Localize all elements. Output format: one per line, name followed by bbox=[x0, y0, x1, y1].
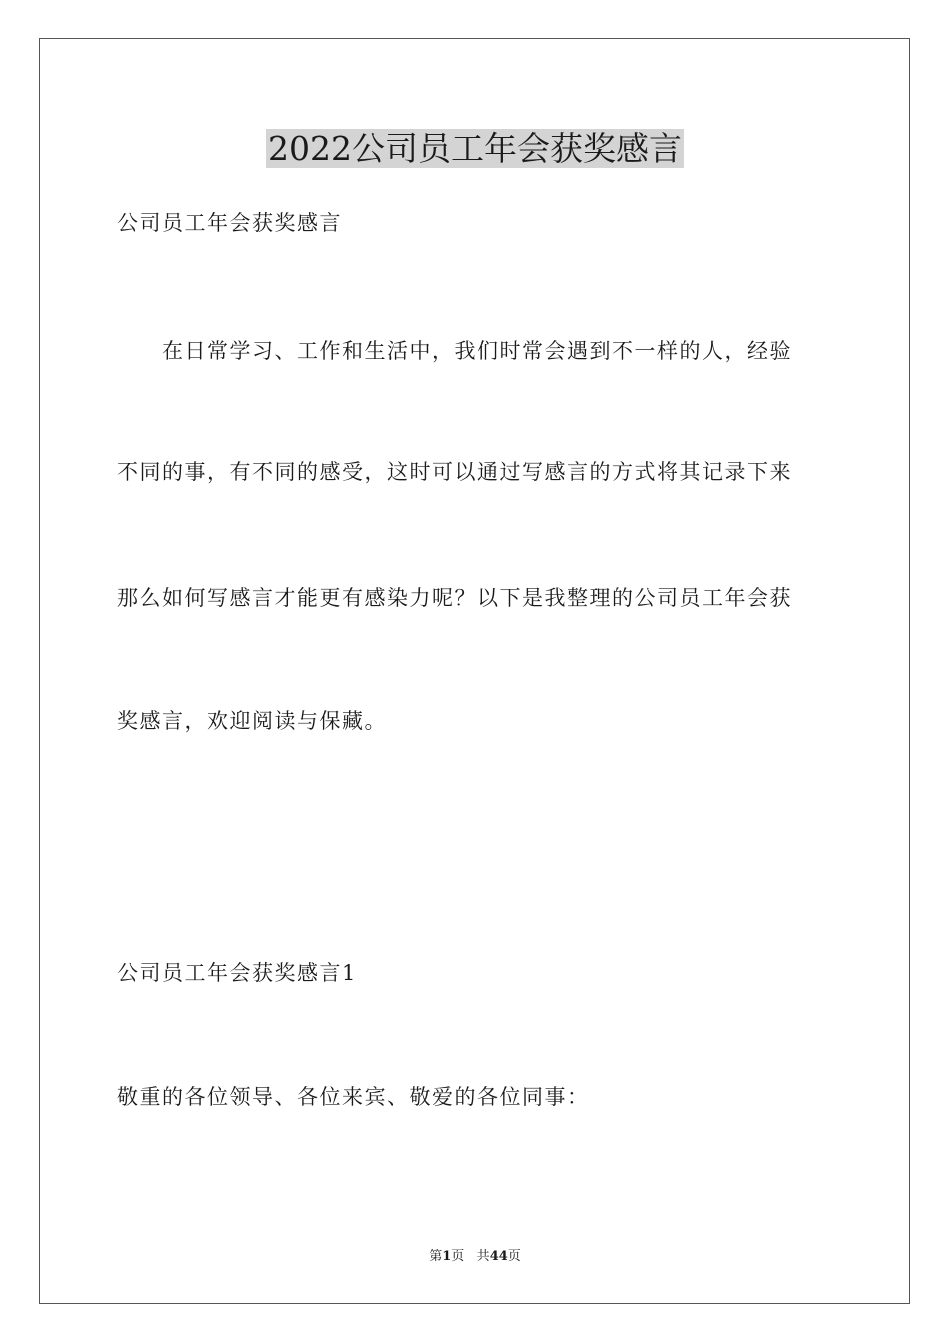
footer-total-pages: 44 bbox=[489, 1249, 508, 1264]
intro-line-4: 奖感言，欢迎阅读与保藏。 bbox=[117, 709, 387, 733]
footer-total-suffix: 页 bbox=[507, 1249, 521, 1264]
footer-page-number: 1 bbox=[442, 1249, 452, 1264]
intro-line-1: 在日常学习、工作和生活中，我们时常会遇到不一样的人，经验 bbox=[117, 339, 792, 363]
intro-line-3: 那么如何写感言才能更有感染力呢？以下是我整理的公司员工年会获 bbox=[117, 586, 792, 610]
footer-page-prefix: 第 bbox=[429, 1249, 443, 1264]
footer-page-suffix: 页 bbox=[451, 1249, 465, 1264]
intro-line-2: 不同的事，有不同的感受，这时可以通过写感言的方式将其记录下来 bbox=[117, 460, 792, 484]
document-title-text: 2022公司员工年会获奖感言 bbox=[268, 129, 682, 168]
greeting-line: 敬重的各位领导、各位来宾、敬爱的各位同事： bbox=[117, 1085, 590, 1109]
document-title bbox=[0, 126, 950, 172]
footer-total-prefix: 共 bbox=[476, 1249, 490, 1264]
page-footer bbox=[0, 1248, 950, 1266]
section-heading: 公司员工年会获奖感言1 bbox=[117, 961, 357, 985]
document-subtitle: 公司员工年会获奖感言 bbox=[117, 211, 342, 235]
